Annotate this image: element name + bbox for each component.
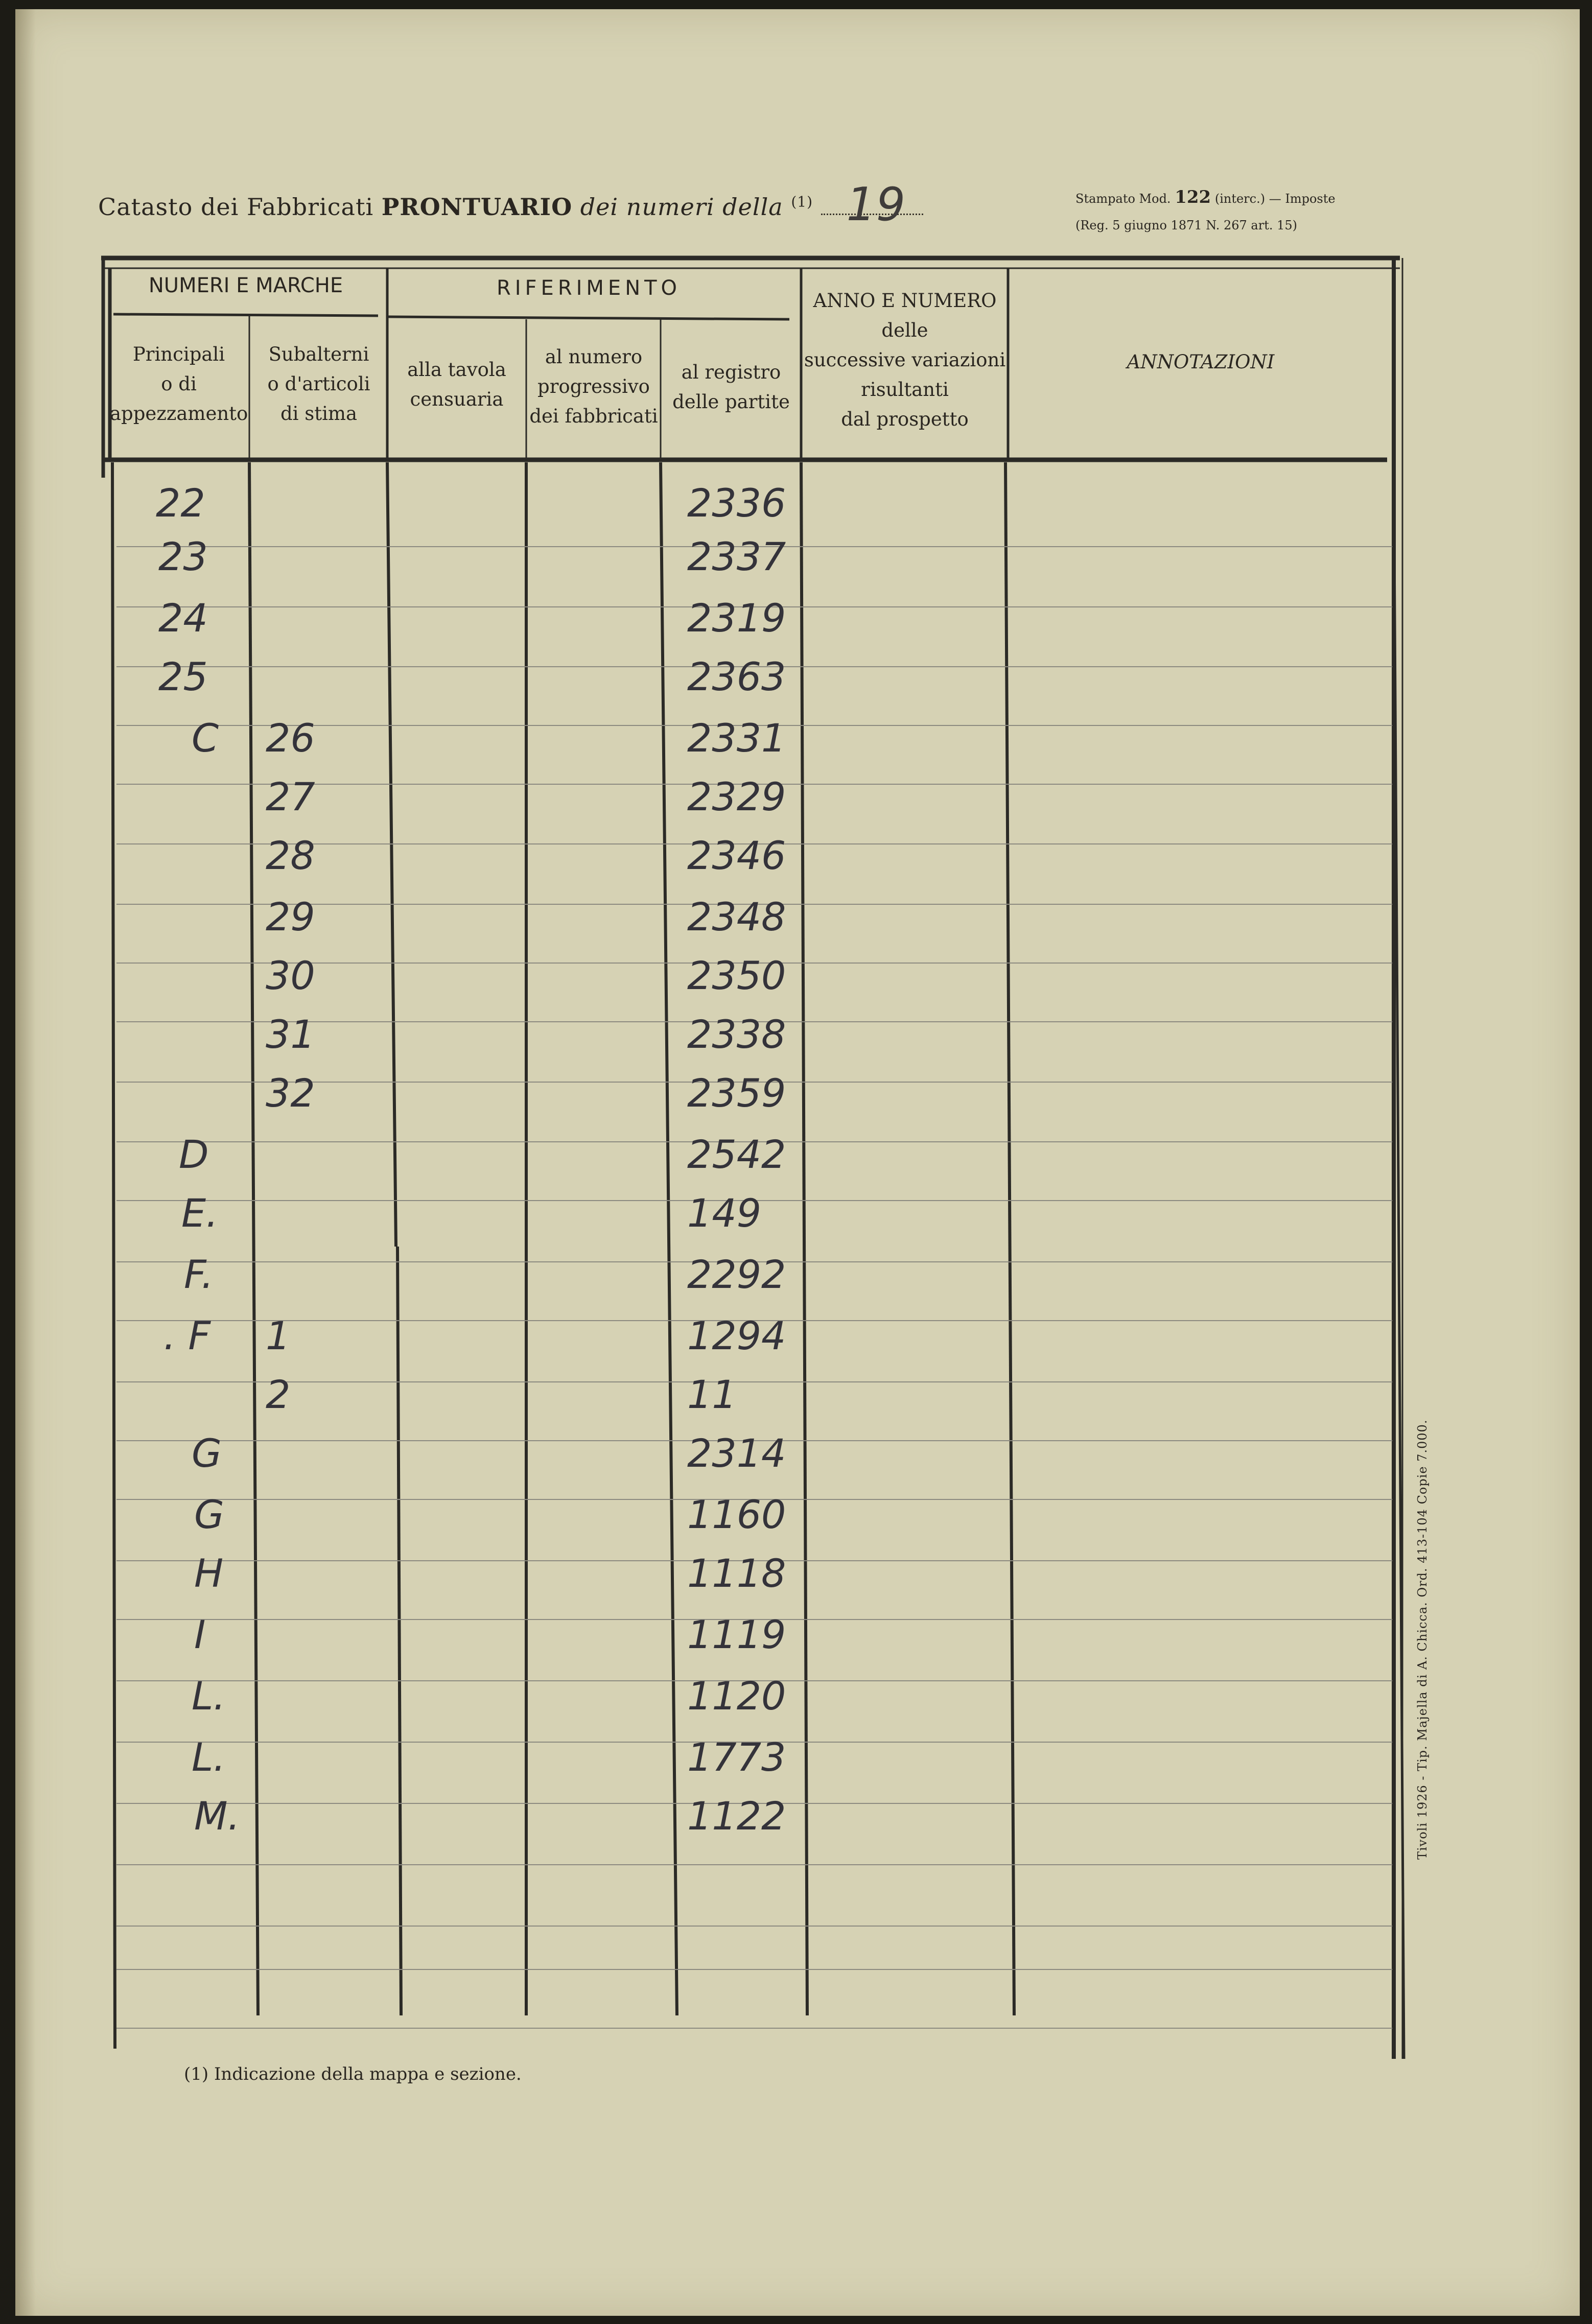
cell-principale: G (194, 1492, 224, 1537)
cell-principale: E. (181, 1190, 219, 1236)
header-riferimento: RIFERIMENTO (496, 276, 682, 300)
cell-registro-partita: 2350 (687, 953, 786, 998)
cell-subalterno: 27 (266, 774, 315, 819)
cell-registro-partita: 1773 (687, 1734, 786, 1780)
cell-principale: H (194, 1551, 224, 1596)
cell-principale: L. (192, 1673, 226, 1719)
cell-registro-partita: 2363 (687, 654, 786, 699)
header-registro-line2: delle partite (672, 391, 790, 413)
cell-principale: C (192, 715, 219, 761)
cell-principale: M. (194, 1793, 240, 1839)
cell-registro-partita: 11 (687, 1372, 737, 1417)
header-anno-line3: successive variazioni (804, 349, 1006, 371)
cell-registro-partita: 1120 (687, 1673, 786, 1719)
cell-registro-partita: 2348 (687, 894, 786, 940)
header-principali-line3: appezzamento (110, 403, 248, 425)
stamp-model: 122 (1175, 187, 1211, 207)
header-registro (662, 358, 801, 417)
footnote-marker: (1) (791, 193, 813, 210)
header-numero-line3: dei fabbricati (529, 405, 658, 427)
title-main: PRONTUARIO (381, 193, 573, 221)
cell-principale: I (194, 1612, 206, 1657)
header-subalterni-line3: di stima (280, 403, 358, 425)
stamp-line1b: (interc.) — Imposte (1214, 192, 1336, 206)
cell-registro-partita: 2329 (687, 774, 786, 819)
header-principali-line2: o di (161, 373, 197, 395)
cell-principale: 23 (158, 534, 208, 579)
header-subalterni-line2: o d'articoli (267, 373, 370, 395)
cell-subalterno: 30 (266, 953, 315, 998)
title-prefix: Catasto dei Fabbricati (98, 193, 374, 221)
cell-subalterno: 31 (266, 1012, 315, 1057)
cell-principale: D (179, 1132, 209, 1177)
header-anno-line2: delle (881, 319, 928, 341)
cell-principale: 24 (158, 595, 208, 641)
header-principali-line1: Principali (132, 343, 225, 365)
footnote: (1) Indicazione della mappa e sezione. (184, 2064, 522, 2084)
cell-registro-partita: 2542 (687, 1132, 786, 1177)
header-tavola (388, 355, 525, 414)
cell-subalterno: 26 (266, 715, 315, 761)
stamp-line1: Stampato Mod. (1075, 192, 1171, 206)
cell-principale: . F (163, 1313, 211, 1358)
header-numeri-e-marche: NUMERI E MARCHE (148, 274, 343, 297)
cell-registro-partita: 1294 (687, 1313, 786, 1358)
cell-registro-partita: 1122 (687, 1793, 786, 1839)
cell-registro-partita: 2314 (687, 1430, 786, 1476)
printer-imprint: Tivoli 1926 - Tip. Majella di A. Chicca. Ord. 413-104 Copie 7.000. (1415, 1419, 1430, 1860)
header-subalterni-line1: Subalterni (268, 343, 369, 365)
cell-subalterno: 2 (266, 1372, 291, 1417)
header-principali (110, 340, 248, 429)
title-suffix: dei numeri della (580, 193, 783, 221)
header-anno-line1: ANNO E NUMERO (813, 290, 997, 312)
cell-principale: F. (184, 1252, 214, 1297)
cell-registro-partita: 2346 (687, 833, 786, 878)
cell-registro-partita: 2331 (687, 715, 786, 761)
cell-registro-partita: 2319 (687, 595, 786, 641)
cell-registro-partita: 1160 (687, 1492, 786, 1537)
cell-subalterno: 32 (266, 1070, 315, 1116)
cell-registro-partita: 2338 (687, 1012, 786, 1057)
cell-registro-partita: 1119 (687, 1612, 786, 1657)
cell-registro-partita: 1118 (687, 1551, 786, 1596)
cell-principale: 22 (156, 480, 205, 526)
cell-subalterno: 29 (266, 894, 315, 940)
cell-registro-partita: 2337 (687, 534, 786, 579)
header-anno-line4: risultanti (861, 379, 949, 401)
header-subalterni (250, 340, 387, 429)
cell-subalterno: 28 (266, 833, 315, 878)
cell-principale: 25 (158, 654, 208, 699)
header-anno-line5: dal prospetto (841, 408, 969, 430)
header-numero (527, 342, 660, 431)
stamp-line2: (Reg. 5 giugno 1871 N. 267 art. 15) (1075, 218, 1298, 232)
header-anno-numero (802, 286, 1008, 434)
cell-principale: G (192, 1430, 222, 1476)
header-tavola-line2: censuaria (410, 388, 504, 410)
sheet-number: 19 (846, 178, 906, 231)
cell-registro-partita: 2359 (687, 1070, 786, 1116)
header-annotazioni: ANNOTAZIONI (1127, 351, 1275, 373)
cell-principale: L. (192, 1734, 226, 1780)
header-numero-line1: al numero (545, 346, 643, 368)
header-registro-line1: al registro (681, 361, 781, 383)
cell-registro-partita: 2336 (687, 480, 786, 526)
cell-subalterno: 1 (266, 1313, 291, 1358)
header-numero-line2: progressivo (537, 375, 650, 397)
cell-registro-partita: 149 (687, 1190, 762, 1236)
header-tavola-line1: alla tavola (407, 359, 506, 381)
cell-registro-partita: 2292 (687, 1252, 786, 1297)
